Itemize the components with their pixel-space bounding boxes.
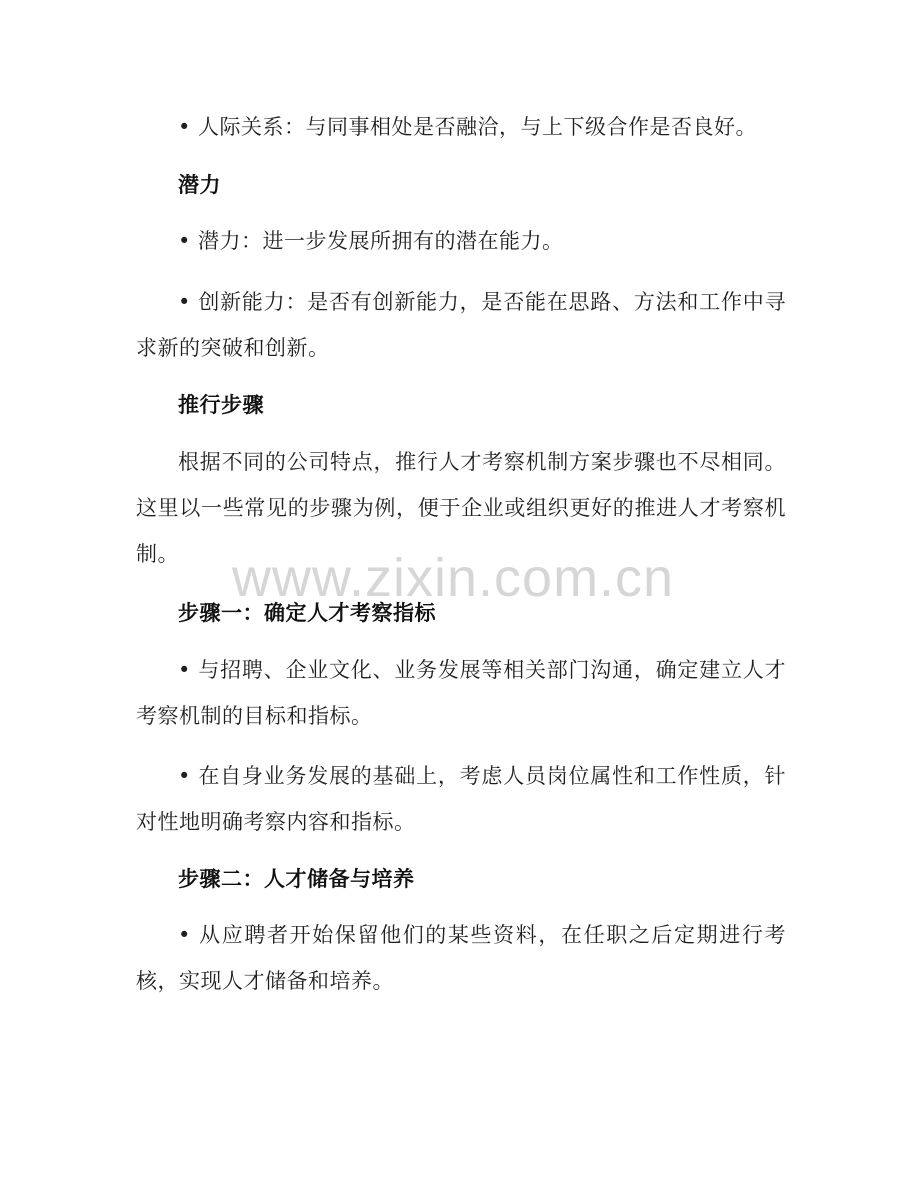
heading-step-one: 步骤一：确定人才考察指标: [178, 601, 436, 625]
bullet-step-one-define: • 在自身业务发展的基础上，考虑人员岗位属性和工作性质，针对性地明确考察内容和指标。: [136, 764, 786, 834]
paragraph-steps-intro: 根据不同的公司特点，推行人才考察机制方案步骤也不尽相同。这里以一些常见的步骤为例，便于企业或组织更好的推进人才考察机制。: [136, 450, 786, 566]
heading-implementation-steps: 推行步骤: [178, 393, 264, 417]
bullet-step-one-communicate: • 与招聘、企业文化、业务发展等相关部门沟通，确定建立人才考察机制的目标和指标。: [136, 658, 786, 728]
heading-step-two: 步骤二：人才储备与培养: [178, 867, 415, 891]
watermark: www.zixin.com.cn: [232, 548, 675, 608]
bullet-potential: • 潜力：进一步发展所拥有的潜在能力。: [178, 229, 564, 253]
bullet-step-two-reserve: • 从应聘者开始保留他们的某些资料，在任职之后定期进行考核，实现人才储备和培养。: [136, 923, 786, 993]
heading-potential: 潜力: [178, 173, 221, 197]
bullet-innovation-ability: • 创新能力：是否有创新能力，是否能在思路、方法和工作中寻求新的突破和创新。: [136, 290, 786, 360]
bullet-interpersonal-relations: • 人际关系：与同事相处是否融洽，与上下级合作是否良好。: [178, 115, 758, 139]
